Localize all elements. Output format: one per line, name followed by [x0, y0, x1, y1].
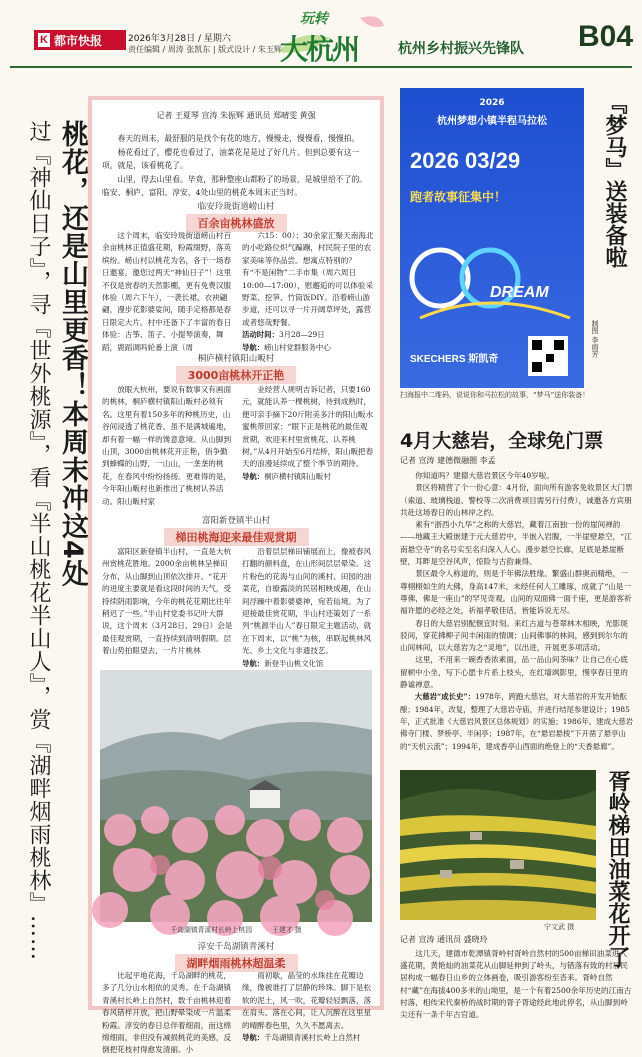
main-headline: 桃花，还是山里更香！本周末冲这4处 — [57, 120, 88, 588]
body-paragraph: 景区将精营了个一份心意：4月份，面向所有游客免收景区大门票（索道、玻璃栈道、警校等二次消费项目需另行付费），诚邀各方宾朋共赴这场春日的山林岸之约。 — [400, 483, 633, 517]
marathon-poster — [400, 88, 584, 388]
label: 导航： — [242, 471, 265, 481]
marathon-side-title: 『梦马』送装备啦 — [602, 92, 627, 268]
photo-caption — [100, 924, 372, 934]
terrace-image — [400, 770, 596, 920]
navigation — [242, 471, 374, 483]
article-intro — [102, 132, 374, 200]
section-location: 临安玲珑街道崂山村 — [197, 202, 275, 212]
orchard-image — [100, 670, 372, 922]
body-paragraph: 你知道吗？建德大慈岩景区今年40岁啦。 — [415, 471, 554, 480]
section-title: 湖畔烟雨桃林超温柔 — [175, 954, 298, 972]
daciyan-body — [400, 470, 634, 753]
section-column: 富阳区新登镇半山村，一直是大杭州赏桃花胜地。2000余亩桃林呈梯田分布，从山脚到山顶依次排开。“花开的进度主要就是看这段时间的天气，受持续阴雨影响，今年的桃花花期比往年稍迟了一些。”半山村党委书记叶大群说，这个周末（3月28日、29日）会是最佳观赏期，一直持续到清明假期。层着山势拍眼望去，一片片桃林 — [102, 547, 233, 656]
section-text: 六15：00）；30余家汇聚天南海北的小吃路位炽气蹁蹦，村民院子里的农家美味等你品尝。想寓点特别的？有“不是闲物”二手市集（周六周日10:00—17:00），慰邂逅的可以体验采野菜、挖笋、竹筒饭DIY。沿着崂山游步道，还可以寻一片开阔草坪处，露营或者悠哉野餐。 — [242, 231, 374, 327]
daciyan-byline: 记者 宣涛 建德微融圈 李孟 — [400, 456, 496, 465]
issue-date: 2026年3月28日 / 星期六 — [128, 34, 231, 44]
page-header — [0, 0, 642, 70]
poster-word: DREAM — [490, 284, 549, 301]
poster-year: 2026 — [479, 98, 505, 108]
section-heading-yangshanfan — [92, 352, 380, 384]
editors-line: 责任编辑 / 周涛 张凯东 | 版式设计 / 朱玉辉 — [128, 45, 282, 54]
column-brand — [270, 8, 390, 64]
section-location: 淳安千岛湖镇青溪村 — [197, 942, 275, 952]
section-heading-qingxi — [92, 940, 380, 972]
history-label: 大慈岩“成长史”： — [414, 692, 476, 702]
poster-event: 杭州梦想小镇半程马拉松 — [437, 116, 547, 127]
marathon-credit: 制图 李雨芳 — [591, 320, 599, 358]
intro-paragraph: 杨花看过了，樱花也看过了，油菜花是是过了好几片。但到总要有这一项，就是，该看桃花了。 — [102, 148, 360, 170]
section-title: 梯田桃海迎来最佳观赏期 — [164, 528, 309, 546]
caption-text: 千岛湖镇青溪村长岭上桃园 — [170, 926, 253, 934]
photo-credit: 王建才 摄 — [272, 926, 302, 934]
value: 新登半山桃文化馆 — [264, 658, 324, 668]
terrace-photo — [400, 770, 596, 920]
label: 导航： — [242, 1033, 265, 1043]
section-title: 3000亩桃林开正艳 — [176, 366, 297, 384]
label: 导航： — [242, 658, 265, 668]
section-name: 杭州乡村振兴先锋队 — [398, 41, 524, 57]
section-text: 业经营人规明吉诉记者，只要160元，就能认养一棵桃树，待到成熟时，便可亲手摘下20斤附美多汁的阳山畈水蜜桃带回家；“眼下正是桃花的最佳观赏期，欢迎来村里赏桃花、认养桃树。”从4月开始至6月结桥，阳山畈把春天的浪漫延续成了整个季节的期待。 — [242, 385, 374, 469]
poster-date: 2026 03/29 — [410, 148, 521, 173]
poster-sponsor: SKECHERS 斯凯奇 — [410, 354, 499, 365]
terrace-side-title: 胥岭梯田油菜花开了 — [605, 770, 630, 968]
navigation — [242, 1032, 374, 1044]
value: 3月28—29日 — [278, 330, 325, 340]
section-body-laoshan — [102, 230, 374, 352]
brand-top: 玩转 — [300, 11, 328, 27]
value: 崂山村党群服务中心 — [264, 342, 331, 352]
section-body-banshan — [102, 546, 374, 676]
newspaper-logo: K 都市快报 — [34, 30, 126, 50]
terrace-byline: 记者 宣涛 通讯员 盛晓玲 — [400, 935, 488, 944]
section-column: 比起平地花海，千岛湖畔的桃花，多了几分山水相依的灵秀。在千岛湖镇青溪村长岭上自然村，数千亩桃林迎着春风错样开放，把山野晕染成一片温柔粉霞。淳安的春日总伴着细雨，而这绵绵细雨，非但没有减损桃花的美感，反倒把花枝衬得愈发清丽。小 — [102, 971, 232, 1055]
body-paragraph: 春日的大慈岩别配惬宜时刻。来红古道与苍翠林木相映，光影斑驳间，穿花拂柳子间丰闲雨的情调；山间佛事的林间，感到到尔尔的山间林间，以大慈岩为之“灵地”，以出进，开展更多项活动。 — [400, 618, 628, 653]
section-heading-banshan — [92, 514, 380, 546]
terrace-body: 这几天，建德市乾潭镇胥岭村胥岭自然村的500亩梯田油菜进入盛花期，黄艳灿的油菜花从山脚延伸到了岭头，与错落有致的村居民居构成一幅春日山乡的立体画卷，吸引游客纷至沓来。胥岭自然村“藏”在海拔400多米的山坳里，是一个有着2500余年历史的江南古村落，相传宋代秦桥的战时期的胥子胥途经此地此停名，从山脚到岭尖还有一条千年古官道。 — [400, 949, 632, 1020]
section-column — [242, 546, 374, 676]
section-body-yangshanfan — [102, 384, 374, 508]
section-location: 富阳新登镇半山村 — [201, 516, 270, 526]
page-number: B04 — [578, 20, 634, 53]
section-text: 雨初歇，晶莹的水珠挂在花瓣边缘，像被谁打了层静的珍珠。脚下是松软的泥土，风一吹，花瓣轻轻飘落，落在肩头、落在心间，让人沉醉在这里星的晴醉春色里，久久不愿离去。 — [242, 971, 372, 1030]
body-paragraph: 素有“浙西小九华”之称的大慈岩，藏着江南独一份的崖间禅韵——地藏王大殿嵌建于元大慈岩中，半嵌入岩腹，一半崖壁悬空，“江南悬空寺”的名号实至名归深入人心。漫步悬空长廊，足底是悬崖断壁，耳畔是空谷风声，惊险与古韵兼得。 — [400, 520, 632, 567]
main-subhead: 过『神仙日子』，寻『世外桃源』，看『半山桃花半山人』，赏『湖畔烟雨桃林』…… — [26, 120, 51, 961]
value: 桐庐横村镇阳山畈村 — [264, 471, 331, 481]
intro-paragraph: 山里，得去山里看。毕竟，那种整座山都粉了的场景，是城里给不了的。临安、桐庐、富阳、淳安，4处山里的桃花本周末正当时。 — [102, 175, 368, 197]
label: 活动时间： — [242, 330, 279, 340]
terrace-credit: 宁文武 摄 — [544, 923, 575, 931]
main-headline-block — [22, 120, 88, 980]
section-column — [242, 970, 374, 1043]
section-column — [242, 230, 374, 352]
section-column: 这个周末，临安玲珑街道崂山村百余亩桃林正值盛花期，粉霞缀野，落英缤纷。崂山村以桃花为名，各于一场春日邀宴，邀您过两天“神仙日子”！这里不仅是赏春的天然影棚，更有免费汉服体验（周六下午），一袭长裙，衣袂翩翩，漫步花影婆娑间，随手定格都是春日限定大片。村中还备下了丰富的春日体验：古筝、笛子、小提琴演奏，舞蹈，鹿蹈调吗轮番上演（周 — [102, 231, 232, 352]
poster-graphic — [400, 88, 584, 388]
event-time — [242, 329, 374, 341]
history-note — [400, 691, 634, 752]
value: 千岛湖镇青溪村长岭上自然村 — [264, 1033, 361, 1043]
section-title: 百余亩桃林盛放 — [186, 214, 287, 232]
logo-k-icon: K — [38, 33, 50, 47]
section-location: 桐庐横村镇阳山畈村 — [197, 354, 275, 364]
section-column: 放眼大杭州，要说有数事又有画面的桃林，桐庐横村镇阳山畈村必须有名。这里有着150多年的种桃历史，山谷间浸透了桃花香，虽不是满城遍地，却有着一幅一样的馋意意境。从山脚到山顶，3000亩桃林花开正艳，俏争勤到蜂蝶的山野，一山山，一垄垄的桃花，在春风中纷纷扬扬。更难得的是，今年阳山畈村也新推出了桃树认养活动。阳山畈村家 — [102, 385, 232, 506]
poster-slogan: 跑者故事征集中！ — [410, 190, 507, 204]
article-byline: 记者 王夏琴 宣涛 朱振辉 通讯员 郑晴雯 黄强 — [156, 111, 316, 120]
intro-paragraph: 春天的周末，最舒服的是找个有花的地方，慢慢走，慢慢看，慢慢拍。 — [117, 134, 360, 143]
navigation — [242, 658, 374, 670]
daciyan-title: 4月大慈岩，全球免门票 — [400, 430, 604, 452]
header-divider — [10, 66, 632, 68]
body-paragraph: 这里，不用来一碗香香浓素面，品一品山间茶味？让自己在心底留顿中小坐，写下心愿卡片系上枝头，在红墙飒影里，慢享春日里的静谧禅意。 — [400, 655, 628, 690]
section-body-qingxi — [102, 970, 374, 1055]
label: 导航： — [242, 342, 265, 352]
marathon-caption: 扫海报中二维码，说说你和马拉松的故事，“梦马”送你装备！ — [400, 391, 590, 399]
peach-blossom-article — [88, 96, 384, 1055]
section-column — [242, 384, 374, 508]
section-heading-laoshan — [92, 200, 380, 232]
body-paragraph: 景区最令人称道的，则是千年佛法胜缘。繁盛山群奥而精绝，一尊栩栩如生的大佛，身高147米，未经任何人工雕琢，成就了“山是一尊佛，佛是一座山”的罕见奇观。山间的双面佛一面千座，更是游客祈福许愿的必经之处，祈福孝敬佳话，皆能诉说无尽。 — [400, 569, 632, 616]
section-text: 沿着层层梯田铺展而上，像被春风打翻的颜料盘，在山形间层层晕染。这片粉色的花海与山间的溪村、田园的油菜花，自缭露淡的民居相映成趣，在山间浮躁中着影婆婆神，宛若仙境。为了迎接最佳赏花期，半山村还策划了一系列“桃源半山人”春日限定主题活动，就在下周末，以“桃”为核，串联起桃林风光、乡土文化与非遗技艺。 — [242, 547, 372, 656]
brand-main: 大杭州 — [280, 33, 359, 66]
history-text: 1978年，跨跑大慈岩，对大慈岩的开发开始酝酿；1984年，改复，整理了大慈岩寺庙，并进行结尾参建设计；1985年，正式批准《大慈岩风景区总体规划》的实施；1986年，建成大慈岩佛寺门楼、梦桥亭、半闲亭；1987年，在“悬岩悬棱”下开凿了悬亭山的“天机云流”；1994年，建成香亭山西面的绝登上的“天香悬廊”。 — [400, 692, 634, 751]
peach-orchard-photo — [100, 670, 372, 922]
